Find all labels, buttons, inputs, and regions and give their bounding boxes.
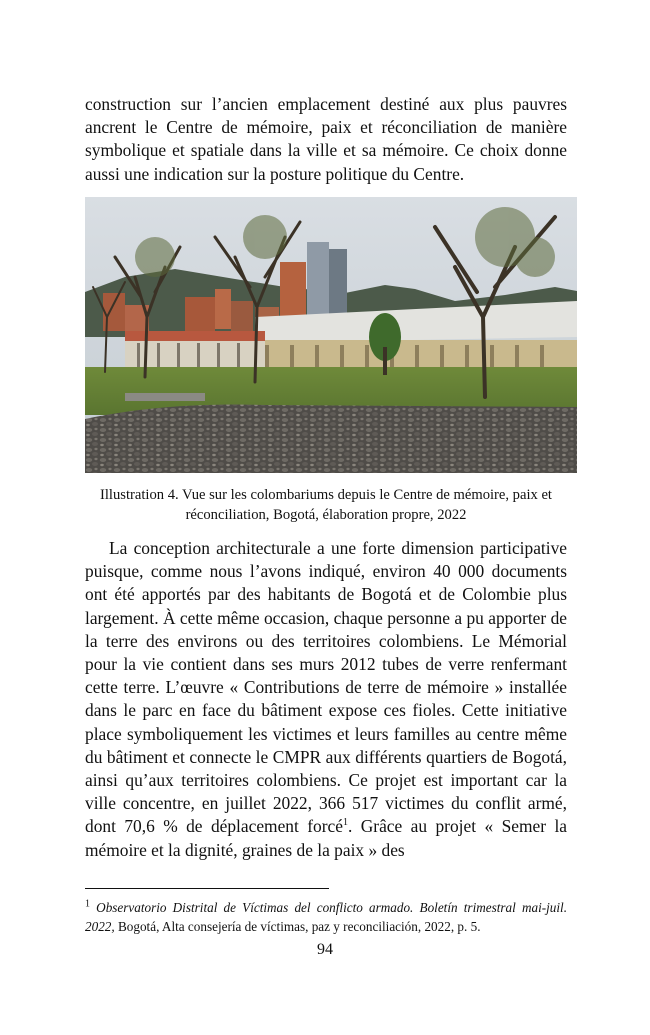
footnote-number: 1: [85, 898, 90, 910]
figure-caption: Illustration 4. Vue sur les colombariums depuis le Centre de mémoire, paix et réconciliation, Bogotá, élaboration propre, 2022: [100, 487, 552, 523]
figure-photo: [85, 197, 577, 473]
footnote-italic-source: Observatorio Distrital de Víctimas del conflicto armado. Boletín trimestral mai-juil. 2022,: [85, 900, 568, 934]
body-paragraph-1: construction sur l’ancien emplacement destiné aux plus pauvres ancrent le Centre de mémoire, paix et réconciliation de manière symbolique et spatiale dans la ville et sa mémoire. Ce choix donne aussi une indication sur la posture politique du Centre.: [85, 94, 567, 184]
body-paragraph-2: [85, 537, 567, 862]
footnote-separator: [85, 888, 329, 889]
footnote-publisher: Bogotá, Alta consejería de víctimas, paz y reconciliación, 2022, p. 5.: [114, 918, 481, 934]
footnote: [85, 899, 567, 936]
page-number: 94: [317, 941, 333, 958]
paragraph-2-tail: . Grâce au projet « Semer la mémoire et la dignité, graines de la paix » des: [85, 816, 567, 860]
paragraph-2-text: La conception architecturale a une forte dimension participative puisque, comme nous l’avons indiqué, environ 40 000 documents ont été apportés par des habitants de Bogotá et de Colombie plus largement. À cette même occasion, chaque personne a pu apporter de la terre des environs ou des territoires colombiens. Le Mémorial pour la vie contient dans ses murs 2012 tubes de verre renfermant cette terre. L’œuvre « Contributions de terre de mémoire » installée dans le parc en face du bâtiment expose ces fioles. Cette initiative place symboliquement les victimes et leurs familles au centre même du bâtiment et connecte le CMPR aux différents quartiers de Bogotá, ainsi qu’aux territoires colombiens. Ce projet est important car la ville concentre, en juillet 2022, 366 517 victimes du conflit armé, dont 70,6 % de déplacement forcé: [85, 538, 567, 837]
footnote-reference[interactable]: 1: [342, 817, 348, 829]
photo-illustration: [85, 197, 577, 473]
